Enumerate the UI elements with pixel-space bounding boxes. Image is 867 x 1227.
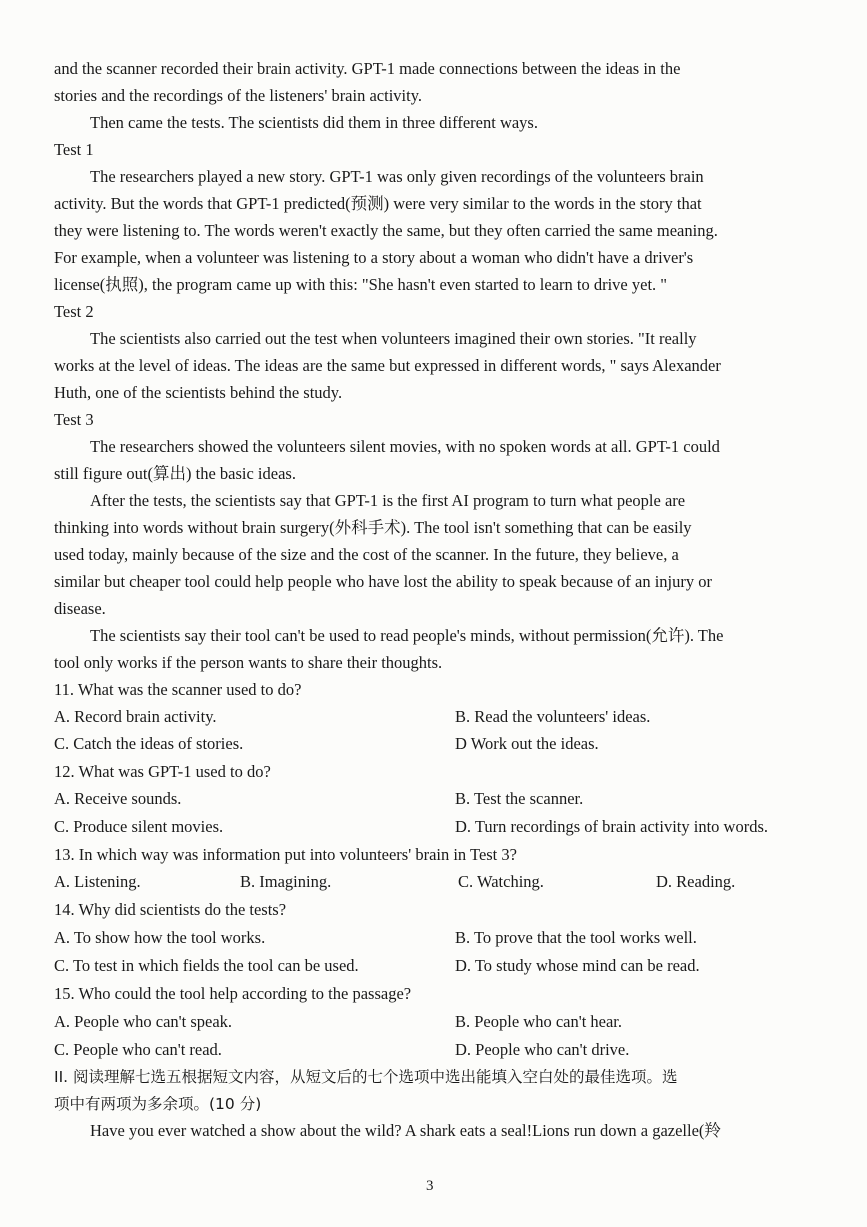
section-heading: 项中有两项为多余项。(10 分) — [54, 1095, 262, 1113]
passage-line: works at the level of ideas. The ideas are the same but expressed in different words, " says Alexander — [54, 356, 721, 375]
option-15c: C. People who can't read. — [54, 1040, 222, 1059]
passage-line: Huth, one of the scientists behind the study. — [54, 383, 343, 402]
option-12c: C. Produce silent movies. — [54, 817, 224, 836]
option-13d: D. Reading. — [656, 872, 736, 891]
passage-line: activity. But the words that GPT-1 predicted(预测) were very similar to the words in the story that — [54, 194, 702, 213]
passage-line: stories and the recordings of the listeners' brain activity. — [54, 86, 423, 105]
option-14b: B. To prove that the tool works well. — [455, 928, 697, 947]
question-11: 11. What was the scanner used to do? — [54, 680, 302, 699]
page-number: 3 — [426, 1178, 434, 1194]
test3-label: Test 3 — [54, 410, 94, 429]
passage-line: similar but cheaper tool could help people who have lost the ability to speak because of an injury or — [54, 572, 712, 591]
question-15: 15. Who could the tool help according to the passage? — [54, 984, 412, 1003]
option-11d: D Work out the ideas. — [455, 734, 599, 753]
passage-line: The scientists say their tool can't be used to read people's minds, without permission(允许). The — [90, 626, 724, 645]
option-11a: A. Record brain activity. — [54, 707, 217, 726]
section-intro: Have you ever watched a show about the wild? A shark eats a seal!Lions run down a gazelle(羚 — [90, 1121, 721, 1140]
option-11c: C. Catch the ideas of stories. — [54, 734, 244, 753]
passage-line: license(执照), the program came up with this: "She hasn't even started to learn to drive yet. " — [54, 275, 668, 294]
passage-line: still figure out(算出) the basic ideas. — [54, 464, 296, 483]
passage-line: Then came the tests. The scientists did them in three different ways. — [90, 113, 538, 132]
passage-line: disease. — [54, 599, 106, 618]
question-12: 12. What was GPT-1 used to do? — [54, 762, 271, 781]
option-12a: A. Receive sounds. — [54, 789, 182, 808]
passage-line: The researchers showed the volunteers silent movies, with no spoken words at all. GPT-1 could — [90, 437, 720, 456]
section-heading: II. 阅读理解七选五根据短文内容，从短文后的七个选项中选出能填入空白处的最佳选项。选 — [54, 1068, 678, 1086]
passage-line: After the tests, the scientists say that GPT-1 is the first AI program to turn what people are — [90, 491, 686, 510]
passage-line: For example, when a volunteer was listening to a story about a woman who didn't have a driver's — [54, 248, 694, 267]
passage-line: The scientists also carried out the test when volunteers imagined their own stories. "It really — [90, 329, 697, 348]
option-15d: D. People who can't drive. — [455, 1040, 630, 1059]
option-11b: B. Read the volunteers' ideas. — [455, 707, 651, 726]
passage-line: tool only works if the person wants to share their thoughts. — [54, 653, 443, 672]
passage-line: they were listening to. The words weren't exactly the same, but they often carried the same meaning. — [54, 221, 718, 240]
option-13c: C. Watching. — [458, 872, 544, 891]
option-13a: A. Listening. — [54, 872, 141, 891]
option-12d: D. Turn recordings of brain activity into words. — [455, 817, 769, 836]
option-14a: A. To show how the tool works. — [54, 928, 266, 947]
option-13b: B. Imagining. — [240, 872, 332, 891]
option-14c: C. To test in which fields the tool can be used. — [54, 956, 359, 975]
passage-line: The researchers played a new story. GPT-1 was only given recordings of the volunteers brain — [90, 167, 704, 186]
test2-label: Test 2 — [54, 302, 94, 321]
passage-line: used today, mainly because of the size and the cost of the scanner. In the future, they believe, a — [54, 545, 679, 564]
question-13: 13. In which way was information put into volunteers' brain in Test 3? — [54, 845, 517, 864]
passage-line: and the scanner recorded their brain activity. GPT-1 made connections between the ideas in the — [54, 59, 681, 78]
option-15b: B. People who can't hear. — [455, 1012, 623, 1031]
test1-label: Test 1 — [54, 140, 94, 159]
option-14d: D. To study whose mind can be read. — [455, 956, 700, 975]
passage-line: thinking into words without brain surgery(外科手术). The tool isn't something that can be easily — [54, 518, 692, 537]
option-15a: A. People who can't speak. — [54, 1012, 233, 1031]
option-12b: B. Test the scanner. — [455, 789, 584, 808]
question-14: 14. Why did scientists do the tests? — [54, 900, 287, 919]
